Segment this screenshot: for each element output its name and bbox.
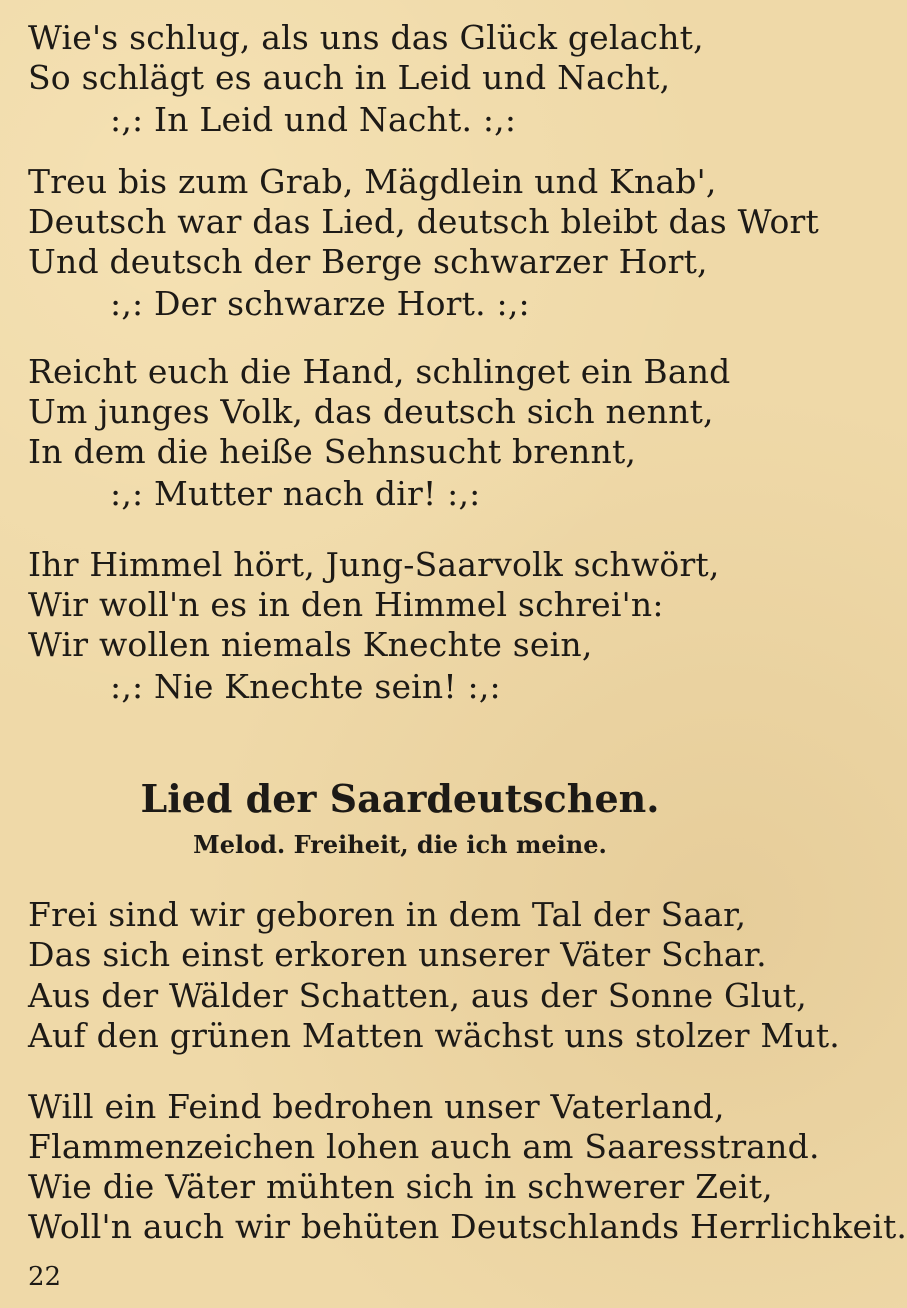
verse-line: Frei sind wir geboren in dem Tal der Saar, (28, 895, 747, 934)
verse-line: Und deutsch der Berge schwarzer Hort, (28, 242, 708, 281)
page-number: 22 (28, 1262, 62, 1292)
verse-line: Ihr Himmel hört, Jung-Saarvolk schwört, (28, 545, 720, 584)
refrain-line: :,: Mutter nach dir! :,: (110, 474, 481, 513)
refrain-line: :,: Der schwarze Hort. :,: (110, 284, 530, 323)
verse-line: Treu bis zum Grab, Mägdlein und Knab', (28, 162, 717, 201)
verse-line: Reicht euch die Hand, schlinget ein Band (28, 352, 731, 391)
verse-line: Woll'n auch wir behüten Deutschlands Herrlichkeit. (28, 1207, 907, 1246)
song-melody-note: Melod. Freiheit, die ich meine. (193, 830, 607, 859)
verse-line: Auf den grünen Matten wächst uns stolzer Mut. (28, 1016, 840, 1055)
verse-line: Wir wollen niemals Knechte sein, (28, 625, 593, 664)
verse-line: In dem die heiße Sehnsucht brennt, (28, 432, 637, 471)
verse-line: Wie die Väter mühten sich in schwerer Zeit, (28, 1167, 773, 1206)
verse-line: Um junges Volk, das deutsch sich nennt, (28, 392, 714, 431)
song-title: Lied der Saardeutschen. (140, 776, 660, 821)
verse-line: Aus der Wälder Schatten, aus der Sonne Glut, (28, 976, 807, 1015)
verse-line: So schlägt es auch in Leid und Nacht, (28, 58, 671, 97)
verse-line: Deutsch war das Lied, deutsch bleibt das Wort (28, 202, 819, 241)
verse-line: Wie's schlug, als uns das Glück gelacht, (28, 18, 704, 57)
verse-line: Wir woll'n es in den Himmel schrei'n: (28, 585, 664, 624)
verse-line: Flammenzeichen lohen auch am Saaresstrand. (28, 1127, 820, 1166)
refrain-line: :,: Nie Knechte sein! :,: (110, 667, 501, 706)
verse-line: Will ein Feind bedrohen unser Vaterland, (28, 1087, 725, 1126)
refrain-line: :,: In Leid und Nacht. :,: (110, 100, 517, 139)
verse-line: Das sich einst erkoren unserer Väter Schar. (28, 935, 767, 974)
